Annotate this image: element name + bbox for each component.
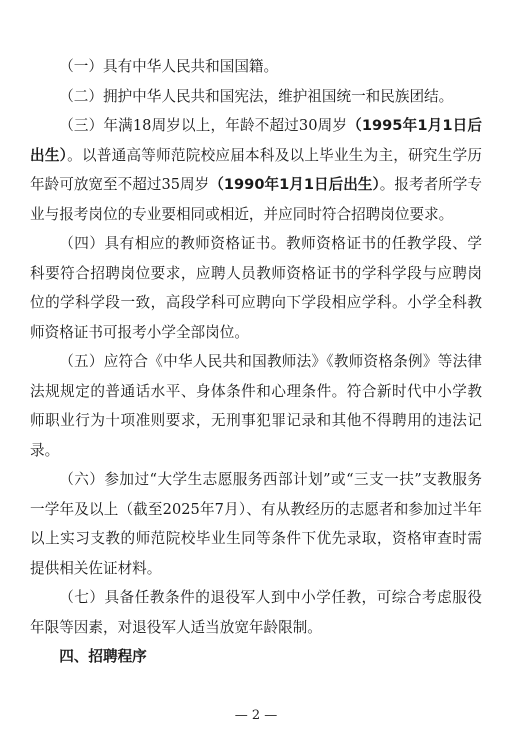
document-body [30,52,482,672]
clause-1: （一）具有中华人民共和国国籍。 [59,58,279,75]
page-number: — 2 — [234,708,278,723]
clause-5: （五）应符合《中华人民共和国教师法》《教师资格条例》等法律法规规定的普通话水平、身体条件和心理条件。符合新时代中小学教师职业行为十项准则要求，无刑事犯罪记录和其他不得聘用的违法记录。 [30,353,482,459]
graduate-birthdate-limit-bold: （1990年1月1日后出生） [209,176,380,193]
clause-2: （二）拥护中华人民共和国宪法，维护祖国统一和民族团结。 [59,87,454,105]
clause-4: （四）具有相应的教师资格证书。教师资格证书的任教学段、学科要符合招聘岗位要求，应聘人员教师资格证书的学科学段与应聘岗位的学科学段一致，高段学科可应聘向下学段相应学科。小学全科教师资格证书可报考小学全部岗位。 [30,235,482,341]
section-heading: 四、招聘程序 [59,648,147,665]
clause-6: （六）参加过“大学生志愿服务西部计划”或“三支一扶”支教服务一学年及以上（截至2025年7月）、有从教经历的志愿者和参加过半年以上实习支教的师范院校毕业生同等条件下优先录取，资格审查时需提供相关佐证材料。 [30,471,482,577]
clause-3: （三）年满18周岁以上，年龄不超过30周岁（1995年1月1日后出生）。以普通高等师范院校应届本科及以上毕业生为主，研究生学历年龄可放宽至不超过35周岁（1990年1月1日后出生）。报考者所学专业与报考岗位的专业要相同或相近，并应同时符合招聘岗位要求。 [30,117,482,223]
clause-7: （七）具备任教条件的退役军人到中小学任教，可综合考虑服役年限等因素，对退役军人适当放宽年龄限制。 [30,589,482,636]
birthdate-limit-bold: （1995年1月1日后出生） [30,117,482,164]
